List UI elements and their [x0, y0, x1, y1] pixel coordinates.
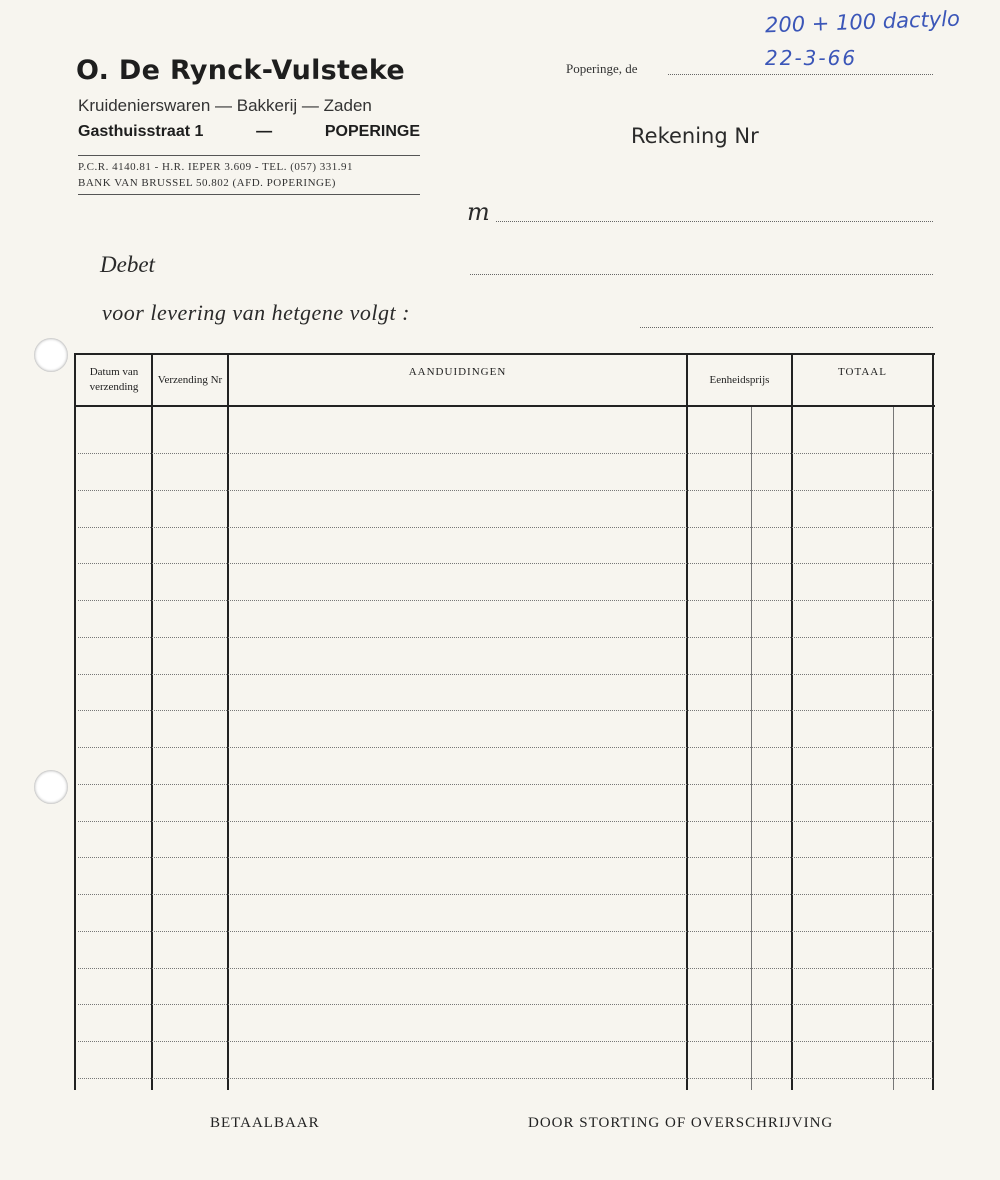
punch-hole-top [34, 338, 68, 372]
table-row [78, 490, 933, 491]
column-divider-unitprice [791, 353, 793, 1090]
company-name: O. De Rynck-Vulsteke [76, 55, 405, 86]
debet-label: Debet [100, 252, 155, 277]
table-row [78, 857, 933, 858]
table-row [78, 931, 933, 932]
company-address [78, 123, 420, 141]
column-header-description: AANDUIDINGEN [408, 366, 507, 378]
column-header-unitprice: Eenheidsprijs [709, 373, 770, 386]
city: POPERINGE [324, 123, 420, 140]
invoice-number-label: Rekening Nr [631, 124, 759, 148]
street: Gasthuisstraat 1 [78, 123, 204, 140]
table-row [78, 527, 933, 528]
column-divider-description [686, 353, 688, 1090]
handwritten-note: 200 + 100 dactylo [764, 6, 961, 38]
address-dash: — [256, 123, 273, 140]
registration-line: P.C.R. 4140.81 - H.R. IEPER 3.609 - TEL. (057) 331.91 [78, 161, 354, 173]
table-row [78, 600, 933, 601]
delivery-label: voor levering van hetgene volgt : [102, 300, 410, 325]
table-row [78, 637, 933, 638]
table-row [78, 821, 933, 822]
table-row [78, 1078, 933, 1079]
table-row [78, 453, 933, 454]
letterhead-rule-bottom [78, 194, 420, 195]
table-row [78, 968, 933, 969]
bank-line: BANK VAN BRUSSEL 50.802 (AFD. POPERINGE) [78, 177, 336, 189]
unitprice-cents-divider [751, 407, 752, 1090]
table-border-left [74, 353, 76, 1090]
addressee-line-1 [496, 221, 933, 222]
column-divider-date [151, 353, 153, 1090]
date-field-line [668, 74, 933, 75]
table-top-border [74, 353, 935, 355]
footer-payable: BETAALBAAR [210, 1115, 320, 1131]
table-border-right [932, 353, 934, 1090]
table-row [78, 563, 933, 564]
table-header-border [74, 405, 935, 407]
column-header-date: Datum van verzending [89, 366, 139, 393]
table-row [78, 747, 933, 748]
table-row [78, 674, 933, 675]
place-date-label: Poperinge, de [566, 61, 638, 76]
table-row [78, 784, 933, 785]
addressee-line-3 [640, 327, 933, 328]
company-trade: Kruidenierswaren — Bakkerij — Zaden [78, 96, 372, 115]
addressee-prefix: m [467, 198, 490, 226]
table-row [78, 1041, 933, 1042]
column-header-shipment: Verzending Nr [157, 373, 223, 386]
addressee-line-2 [470, 274, 933, 275]
letterhead-rule-top [78, 155, 420, 156]
punch-hole-bottom [34, 770, 68, 804]
total-cents-divider [893, 407, 894, 1090]
handwritten-date: 22-3-66 [765, 46, 858, 70]
column-header-total: TOTAAL [838, 366, 887, 378]
footer-payment-method: DOOR STORTING OF OVERSCHRIJVING [528, 1115, 834, 1131]
table-row [78, 894, 933, 895]
table-row [78, 710, 933, 711]
table-row [78, 1004, 933, 1005]
column-divider-shipment [227, 353, 229, 1090]
